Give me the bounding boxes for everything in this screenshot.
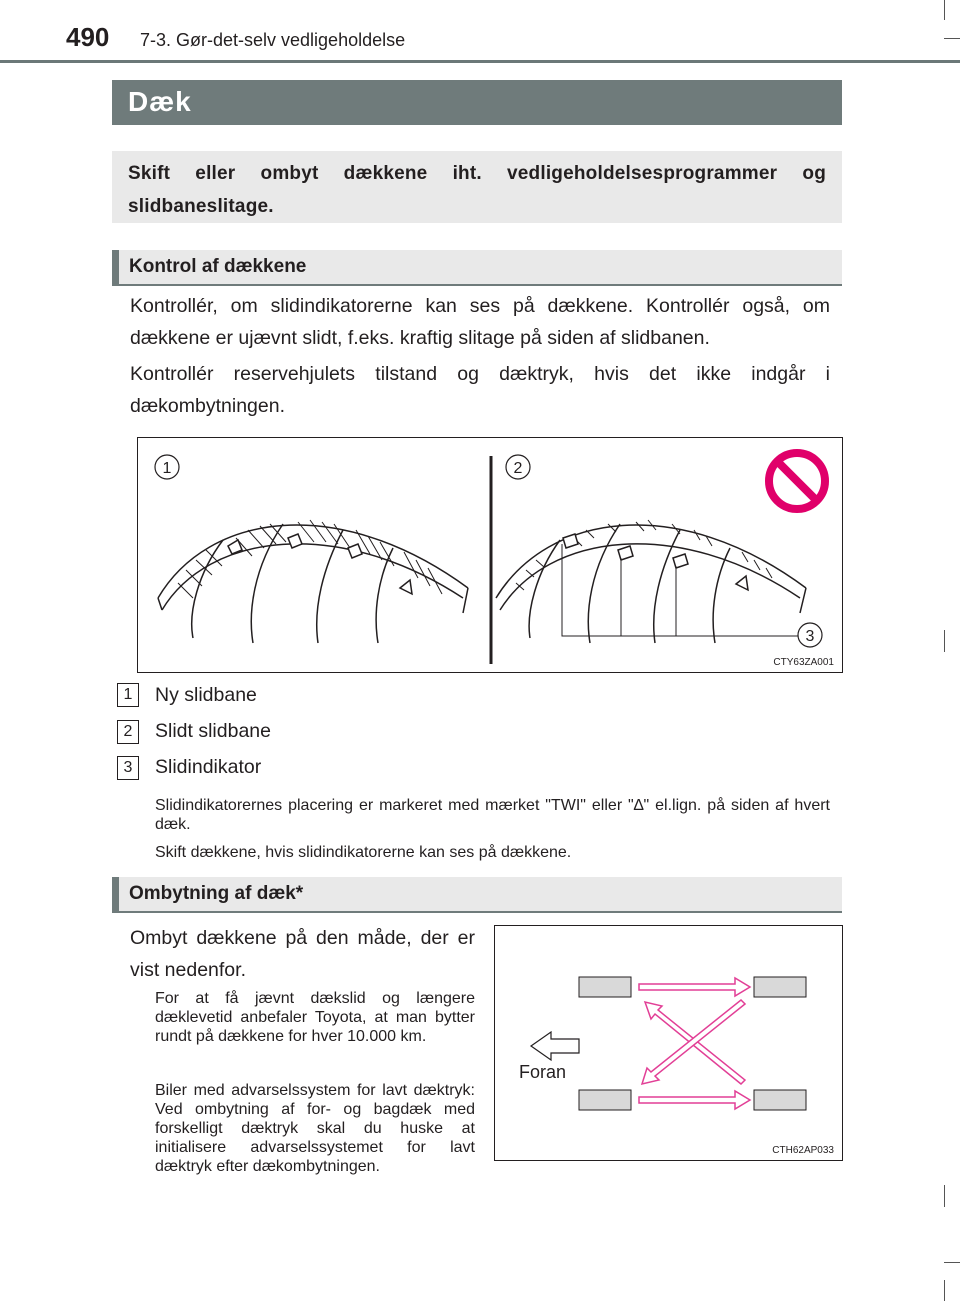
tire-wear-figure <box>137 437 843 673</box>
tire-rotation-diagram <box>495 926 842 1160</box>
legend-label: Ny slidbane <box>155 684 257 706</box>
running-header: 7-3. Gør-det-selv vedligeholdelse <box>140 30 406 50</box>
prohibition-icon <box>769 453 825 509</box>
note: Biler med advarselssystem for lavt dæktryk: Ved ombytning af for- og bagdæk med forskelligt dæktryk skal du huske at initialisere advarselssystemet for lavt dæktryk efter dækombytningen. <box>155 1082 475 1175</box>
section-heading-tire-rotation <box>112 877 842 913</box>
paragraph: Kontrollér reservehjulets tilstand og dæktryk, hvis det ikke indgår i dækombytningen. <box>130 363 830 417</box>
legend-number: 1 <box>117 683 139 707</box>
tire-rotation-figure <box>494 925 843 1161</box>
figure-code: CTH62AP033 <box>772 1145 834 1156</box>
crop-mark <box>944 38 960 39</box>
crop-mark <box>944 1280 945 1301</box>
crop-mark <box>944 0 945 20</box>
page-number: 490 <box>66 22 110 52</box>
tire-wear-illustration <box>138 438 842 672</box>
front-direction-arrow <box>531 1032 579 1060</box>
paragraph: Kontrollér, om slidindikatorerne kan ses på dækkene. Kontrollér også, om dækkene er ujævnt slidt, f.eks. kraftig slitage på siden af slidbanen. <box>130 295 830 349</box>
tire-rear-right <box>754 1090 806 1110</box>
tire-front-right <box>754 977 806 997</box>
legend-label: Slidindikator <box>155 756 262 778</box>
callout-2 <box>506 455 530 479</box>
note: Slidindikatorernes placering er markeret med mærket "TWI" eller "∆" el.lign. på siden af hvert dæk. <box>155 797 830 833</box>
legend-number: 2 <box>117 720 139 744</box>
callout-3 <box>798 623 822 647</box>
paragraph: Ombyt dækkene på den måde, der er vist nedenfor. <box>130 927 475 981</box>
note: For at få jævnt dækslid og længere dæklevetid anbefaler Toyota, at man bytter rundt på dækkene for hver 10.000 km. <box>155 990 475 1045</box>
intro-box <box>112 151 842 223</box>
tire-front-left <box>579 977 631 997</box>
crop-mark <box>944 630 945 652</box>
page-title: Dæk <box>128 86 192 117</box>
header-rule <box>0 60 960 63</box>
crop-mark <box>944 1262 960 1263</box>
intro-text: Skift eller ombyt dækkene iht. vedligeholdelsesprogrammer og slidbaneslitage. <box>128 163 826 217</box>
legend-number: 3 <box>117 756 139 780</box>
figure-code: CTY63ZA001 <box>773 657 834 668</box>
front-label: Foran <box>519 1062 567 1082</box>
callout-1 <box>155 455 179 479</box>
worn-tread-tire <box>496 520 806 643</box>
section-heading-label: Ombytning af dæk* <box>129 883 304 904</box>
new-tread-tire <box>158 520 468 643</box>
section-heading-tire-check <box>112 250 842 286</box>
section-heading-label: Kontrol af dækkene <box>129 256 307 277</box>
note: Skift dækkene, hvis slidindikatorerne kan ses på dækkene. <box>155 844 572 861</box>
page-title-bar <box>112 80 842 125</box>
svg-text:2: 2 <box>513 460 523 477</box>
legend-label: Slidt slidbane <box>155 720 271 742</box>
crop-mark <box>944 1185 945 1207</box>
svg-text:3: 3 <box>805 628 815 645</box>
tire-rear-left <box>579 1090 631 1110</box>
svg-text:1: 1 <box>162 460 172 477</box>
rotation-arrows <box>639 978 750 1109</box>
